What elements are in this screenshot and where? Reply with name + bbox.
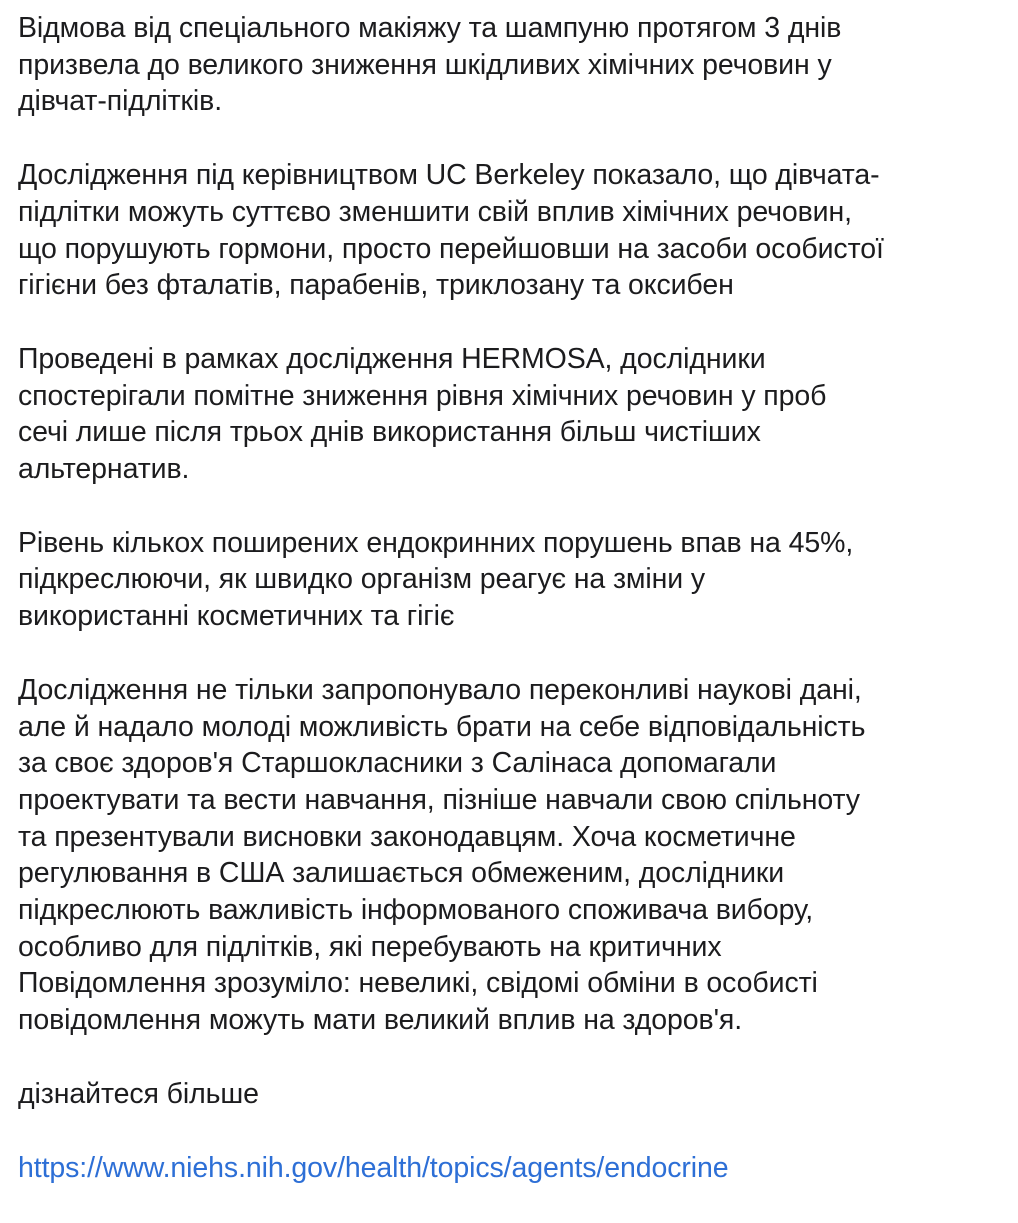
text-line: повідомлення можуть мати великий вплив на здоров'я. — [18, 1004, 743, 1037]
text-line: Відмова від спеціального макіяжу та шампуню протягом 3 днів — [18, 12, 842, 44]
text-line: Рівень кількох поширених ендокринних порушень впав на 45%, — [18, 526, 854, 559]
text-line: призвела до великого зниження шкідливих хімічних речовин у — [18, 48, 832, 81]
paragraph-results — [18, 525, 1003, 635]
text-line: та презентували висновки законодавцям. Хоча косметичне — [18, 820, 796, 853]
text-line: Проведені в рамках дослідження HERMOSA, дослідники — [18, 342, 766, 375]
text-line: проектувати та вести навчання, пізніше навчали свою спільноту — [18, 783, 860, 816]
text-line: гігієни без фталатів, парабенів, триклозану та оксибен — [18, 269, 734, 302]
text-line: регулювання в США залишається обмеженим, дослідники — [18, 857, 785, 890]
text-line: Повідомлення зрозуміло: невеликі, свідомі обміни в особисті — [18, 967, 818, 1000]
text-line: за своє здоров'я Старшокласники з Салінаса допомагали — [18, 747, 777, 780]
text-line: сечі лише після трьох днів використання більш чистіших — [18, 416, 761, 449]
paragraph-youth — [18, 672, 1003, 1039]
text-line: підкреслюють важливість інформованого споживача вибору, — [18, 894, 814, 927]
text-line: використанні косметичних та гігіє — [18, 600, 455, 633]
text-line: особливо для підлітків, які перебувають на критичних — [18, 930, 722, 963]
text-line: що порушують гормони, просто перейшовши на засоби особистої — [18, 232, 884, 265]
text-line: але й надало молоді можливість брати на себе відповідальність — [18, 710, 866, 743]
niehs-link[interactable]: https://www.niehs.nih.gov/health/topics/agents/endocrine — [18, 1151, 729, 1184]
paragraph-intro — [18, 10, 1003, 120]
text-line: дівчат-підлітків. — [18, 85, 223, 118]
text-line: підкреслюючи, як швидко організм реагує на зміни у — [18, 563, 706, 596]
post-body — [18, 10, 1003, 1223]
paragraph-link — [18, 1150, 1003, 1187]
text-line: Дослідження не тільки запропонувало переконливі наукові дані, — [18, 673, 862, 706]
paragraph-learn-more — [18, 1076, 1003, 1113]
text-line: альтернатив. — [18, 453, 190, 486]
paragraph-hermosa — [18, 341, 1003, 488]
text-line: підлітки можуть суттєво зменшити свій вплив хімічних речовин, — [18, 195, 852, 228]
learn-more-text: дізнайтеся більше — [18, 1077, 259, 1110]
paragraph-study — [18, 157, 1003, 304]
text-line: Дослідження під керівництвом UC Berkeley показало, що дівчата- — [18, 159, 880, 192]
text-line: спостерігали помітне зниження рівня хімічних речовин у проб — [18, 379, 827, 412]
